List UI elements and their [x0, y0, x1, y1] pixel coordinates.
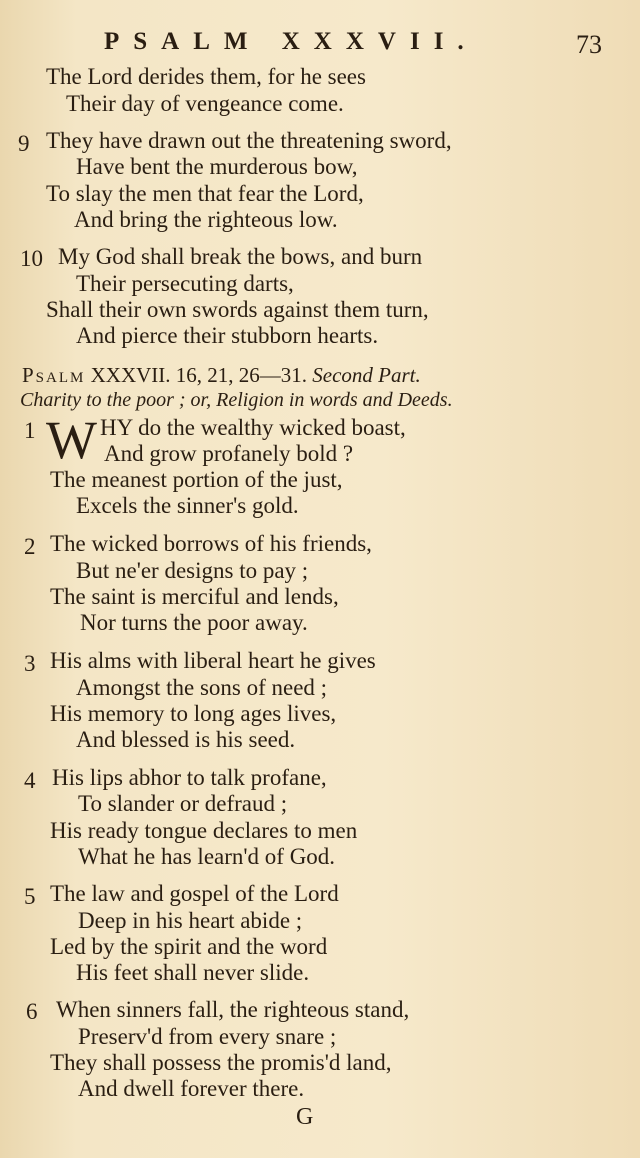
- section-subtitle: Charity to the poor ; or, Religion in words and Deeds.: [20, 389, 453, 411]
- verse-line: The law and gospel of the Lord: [50, 881, 339, 906]
- verse-line: My God shall break the bows, and burn: [58, 244, 423, 269]
- page-number: 73: [576, 30, 602, 59]
- verse-line: Amongst the sons of need ;: [76, 675, 328, 700]
- verse-line: To slander or defraud ;: [78, 791, 288, 816]
- verse-line: His alms with liberal heart he gives: [50, 648, 376, 673]
- verse-line: Their day of vengeance come.: [66, 91, 344, 116]
- verse-line: Have bent the murderous bow,: [76, 154, 358, 179]
- verse-line: His ready tongue declares to men: [50, 818, 358, 843]
- drop-capital: W: [46, 410, 97, 470]
- heading-part: Second Part.: [312, 363, 421, 387]
- heading-reference: XXXVII. 16, 21, 26—31.: [90, 363, 308, 387]
- verse-line: His lips abhor to talk profane,: [52, 765, 327, 790]
- verse-line: They shall possess the promis'd land,: [50, 1050, 392, 1075]
- verse-line: Excels the sinner's gold.: [76, 493, 299, 518]
- stanza-number: 10: [20, 246, 43, 271]
- verse-line: The Lord derides them, for he sees: [46, 64, 366, 89]
- verse-line: Nor turns the poor away.: [80, 610, 308, 635]
- heading-psalm: Psalm: [22, 363, 86, 387]
- stanza-number: 3: [24, 651, 36, 676]
- verse-line: Their persecuting darts,: [76, 271, 294, 296]
- verse-line: Shall their own swords against them turn,: [46, 297, 429, 322]
- verse-line: They have drawn out the threatening sword,: [46, 128, 452, 153]
- verse-line: And pierce their stubborn hearts.: [76, 323, 379, 348]
- verse-line: To slay the men that fear the Lord,: [46, 181, 364, 206]
- stanza-number: 4: [24, 768, 36, 793]
- running-title: PSALM XXXVII.: [104, 28, 478, 55]
- verse-line: Deep in his heart abide ;: [78, 908, 303, 933]
- verse-line: Preserv'd from every snare ;: [78, 1024, 337, 1049]
- section-heading: [22, 363, 421, 388]
- page-header: [0, 28, 640, 58]
- verse-line: And bring the righteous low.: [74, 207, 338, 232]
- stanza-number: 2: [24, 534, 36, 559]
- verse-line: His feet shall never slide.: [76, 960, 310, 985]
- stanza-number: 9: [18, 131, 30, 156]
- verse-line: The meanest portion of the just,: [50, 467, 343, 492]
- stanza-number: 1: [24, 418, 36, 443]
- verse-line: When sinners fall, the righteous stand,: [56, 997, 410, 1022]
- verse-line: And grow profanely bold ?: [104, 441, 354, 466]
- verse-line: And dwell forever there.: [78, 1076, 305, 1101]
- verse-line: HY do the wealthy wicked boast,: [100, 415, 406, 440]
- stanza-number: 5: [24, 884, 36, 909]
- signature-mark: G: [296, 1104, 314, 1130]
- verse-line: But ne'er designs to pay ;: [76, 558, 309, 583]
- verse-line: And blessed is his seed.: [76, 727, 296, 752]
- verse-line: His memory to long ages lives,: [50, 701, 337, 726]
- verse-line: What he has learn'd of God.: [78, 844, 336, 869]
- stanza-number: 6: [26, 999, 38, 1024]
- verse-line: The wicked borrows of his friends,: [50, 531, 372, 556]
- verse-line: Led by the spirit and the word: [50, 934, 328, 959]
- verse-line: The saint is merciful and lends,: [50, 584, 339, 609]
